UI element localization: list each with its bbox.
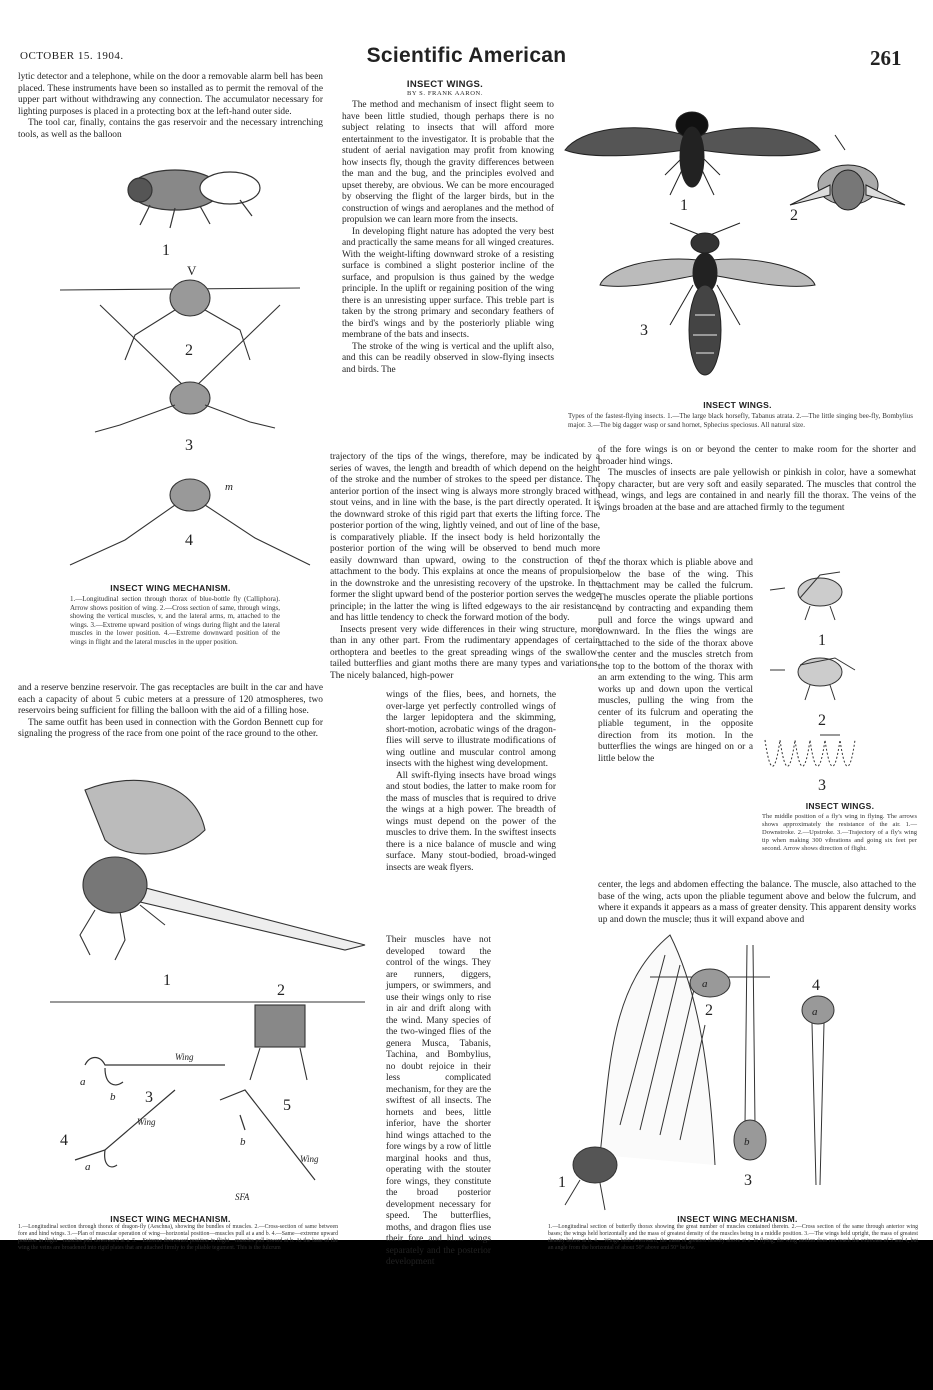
fig-label: b [110,1091,116,1103]
paragraph: The method and mechanism of insect flight seem to have been little studied, though perhaps there is no subject relating to insects that will afford more entertainment to the investigator. It is probable that the student of aerial navigation may profit from knowing how insects fly, though the gravity differences between the man and the bug, and the principles evolved and upset thereby, are obvious. We can be more encouraged by observing the flight of the larger birds, but in the construction of wings and aeroplanes and the method of propulsion we can learn more from the insects. [342,100,554,225]
issue-date: OCTOBER 15. 1904. [20,50,124,62]
paragraph: lytic detector and a telephone, while on the door a removable alarm bell has been placed. These instruments have been so installed as to permit the removal of the upper part without withdrawing any connection. The accumulator necessary for lighting purposes is placed in a protecting box at the left-hand outer side. [18,72,323,117]
fig-label: 3 [185,437,193,454]
fig-label: b [240,1136,246,1148]
figure-caption: The middle position of a fly's wing in flying. The arrows shows approximately the resistance of the air. 1.—Downstroke. 2.—Upstroke. 3.—Trajectory of a fly's wing tip when making 300 vibrations and going six feet per second. Arrow shows direction of flight. [762,813,917,852]
fig-label: 3 [640,322,648,339]
horsefly [565,112,820,195]
paragraph: The muscles of insects are pale yellowish or pinkish in color, have a somewhat ropy character, but are very soft and easily separated. The muscles that control the head, wings, and legs are contained in and nearly fill the thorax. The veins of the wings broaden at the base and are attached firmly to the tegument [598,468,916,513]
column-3-top [598,445,916,514]
figure-caption: Types of the fastest-flying insects. 1.—The large black horsefly, Tabanus atrata. 2.—The little singing bee-fly, Bombylius major. 3.—The big dagger wasp or sand hornet, Sphecius speciosus. All natural size. [568,412,913,429]
paragraph: wings of the flies, bees, and hornets, the over-large yet perfectly controlled wings of the larger lepidoptera and the skimming, short-motion, acrobatic wings of the dragon-flies will serve to illustrate modifications of wing outline and muscular control among insects with the highest wing development. [386,690,556,769]
fly-mechanism-figure [40,160,320,580]
column-1-bottom [18,683,323,741]
figure-title: INSECT WING MECHANISM. [110,1214,231,1224]
paragraph: In developing flight nature has adopted the very best and practically the same means for all winged creatures. With the weight-lifting downward stroke of a resisting surface is combined a slight posterior incline of the surface, and propulsion is thus gained by the wedge principle. In the uplift or regaining position of the wing there is an unresisting upper surface. This treble part is taken by the strong primary and secondary feathers of the bird's wings and by the posteriorly pliable wing membrane of the bats and insects. [342,226,554,340]
fig-label: 2 [185,342,193,359]
masthead: Scientific American [366,44,567,67]
fig-label: a [812,1006,818,1018]
fig-label: Wing [137,1117,156,1127]
column-2-flow [386,935,491,1269]
figure-title: INSECT WING MECHANISM. [677,1214,798,1224]
paragraph: Their muscles have not developed toward the control of the wings. They are runners, diggers, jumpers, or swimmers, and use their wings only to rise in air and drift along with the wind. Many species of the two-winged flies of the genera Musca, Tabanis, Tachina, and Bombylius, no doubt rejoice in their less complicated mechanism, for they are the swiftest of all insects. The hornets and bees, little inferior, have the shorter hind wings attached to the fore wings by a row of little marginal hooks and thus, operating with the stouter fore wings, they constitute the broad posterior development necessary for speed. The butterflies, moths, and dragon flies use their fore and hind wings separately and the posterior development [386,935,491,1267]
paragraph: trajectory of the tips of the wings, therefore, may be indicated by a series of waves, the length and breadth of which depend on the height of the stroke and the number of strokes to the speed per distance. The anterior portion of the insect wing is always more strongly braced with stout veins, and in line with the base, is the part directly operated. It is the downward stroke of this rigid part that exerts the lifting force. The posterior portion of the wing, lightly veined, and out of line of the base, is comparatively pliable. If the insect body is held horizontally the posterior portion of the wing will be observed to bend much more easily downward than upward, owing to the construction of the attachment to the body. This explains at once the means of propulsion in the downstroke and the unresisting recovery of the upstroke. In the former the slight upward bend of the posterior portion serves the wedge principle; in the latter the wing is lifted edgeways to the air resistance and has little tendency to check the forward motion of the body. [330,452,600,623]
page-number: 261 [870,46,902,70]
fig-label: SFA [235,1192,250,1202]
column-2-top [342,100,554,376]
upstroke [770,658,855,700]
fig-label: 2 [790,207,798,224]
fig-label: V [187,263,197,278]
fig-label: a [85,1161,91,1173]
dragonfly-section-5 [220,1090,315,1180]
fig-label: 3 [145,1089,153,1106]
fig-label: a [80,1076,86,1088]
butterfly-mechanism-figure [550,925,920,1210]
fig-label: a [702,978,708,990]
fig-label: b [744,1136,750,1148]
fig-label: 2 [818,712,826,729]
fast-insects-figure [560,95,920,395]
paragraph: The tool car, finally, contains the gas reservoir and the necessary intrenching tools, as well as the balloon [18,118,323,140]
article-title: INSECT WINGS. [406,79,484,90]
paragraph: of the fore wings is on or beyond the center to make room for the shorter and broader hind wings. [598,445,916,467]
paragraph: All swift-flying insects have broad wings and stout bodies, the latter to make room for the mass of muscles that is required to drive the wings at a high power. The breadth of wings must depend on the power of the muscles to drive them. In the swiftest insects there is a nice balance of muscle and wing surface. Many stout-bodied, broad-winged insects are weak flyers. [386,770,556,873]
fly-section-1 [128,170,260,228]
fig-label: m [225,481,233,493]
figure-caption: 1.—Longitudinal section through thorax of blue-bottle fly (Calliphora). Arrow shows position of wing. 2.—Cross section of same, through wings, showing the vertical muscles, v, and the lateral arms, m, attached to the wings. 3.—Extreme upward position of wings during flight and the lateral muscles in the lower position. 4.—Extreme downward position of the wings in flight and the lateral muscles in the upper position. [70,595,280,646]
dragonfly-section-2 [50,1002,365,1080]
column-2-wide [330,452,600,682]
column-3-bottom [598,880,916,926]
fig-label: 1 [818,632,826,649]
column-1-top [18,72,323,141]
paragraph: Insects present very wide differences in their wing structure, more than in any other part. From the rudimentary appendages of certain orthoptera and beetles to the great spreading wings of the swallow-tailed butterflies and giant moths there are many types and variations. The nicely balanced, high-power [330,624,600,681]
fig-label: Wing [175,1052,194,1062]
fig-label: 4 [185,532,193,549]
dragonfly-mechanism-figure [45,770,375,1210]
fig-label: 4 [812,977,820,994]
figure-caption: 1.—Longitudinal section through thorax of dragon-fly (Aeschna), showing the bundles of muscles. 2.—Cross-section of same between fore and hind wings. 3.—Plan of muscular operation of wing—horizontal position—muscles pull at a and b. 4.—Same—extreme upward position in flight—muscles pull downward at a. 5.—Extreme downward position in flight—muscles pull inward at b. At the base of the wing the veins are broadened into rigid plates that are attached firmly to the pliable tegument. This is the fulcrum [18,1224,338,1251]
fig-label: 4 [60,1132,68,1149]
fig-label: 1 [558,1174,566,1191]
wing-position-figure [760,560,920,794]
fly-section-3 [95,305,280,432]
fig-label: 2 [277,982,285,999]
fig-label: 3 [744,1172,752,1189]
paragraph: of the thorax which is pliable above and below the base of the wing. This attachment may be called the fulcrum. The muscles operate the pliable portions and by contracting and expanding them pull and force the wings upward and downward. In the flies the wings are attached to the side of the thorax above the center and the muscles stretch from the top to the bottom of the thorax with an arm extending to the wing. This arm works up and down upon the vertical muscles, pulling the wing from the center of its fulcrum and operating the pliable tegument, in the opposite direction from its motion. In the butterflies the wings are hinged on or a little below the [598,558,753,764]
column-3-narrow [598,558,753,765]
fig-label: 1 [163,972,171,989]
dragonfly-section-4 [75,1090,175,1167]
fly-section-4 [70,479,310,565]
figure-title: INSECT WINGS. [805,801,875,811]
column-2-narrow [386,690,556,874]
paragraph: The stroke of the wing is vertical and the uplift also, and this can be readily observed in slow-flying insects and birds. The [342,341,554,375]
dagger-wasp [600,223,815,375]
wing-trajectory [765,740,855,766]
figure-title: INSECT WINGS. [703,400,772,410]
fig-label: 3 [818,777,826,794]
butterfly-section-4 [802,996,834,1185]
figure-title: INSECT WING MECHANISM. [110,583,231,593]
dragonfly-section-3 [85,1058,225,1085]
paragraph: center, the legs and abdomen effecting the balance. The muscle, also attached to the base of the wing, acts upon the pliable tegument above and below the fulcrum, and where it expands it appears as a mass of greater density. This apparent density works up and down the muscle; thus it will expand above and [598,880,916,925]
fig-label: 2 [705,1002,713,1019]
figure-caption: 1.—Longitudinal section of butterfly thorax showing the great number of muscles contained therein. 2.—Cross section of the same through anterior wing bases; the wings held horizontally and the mass of greatest density of the muscles being in a middle position. 3.—The wings held upright, the mass of greatest density below at b. 4.—Wings held downward, the mass of greatest density above at a. In flying, the wing motion does not reach the extremes of 3 and 4, but an angle from the horizontal of about 50° above and 50° below. [548,1224,918,1251]
paragraph: and a reserve benzine reservoir. The gas receptacles are built in the car and have each a capacity of about 5 cubic meters at a pressure of 120 atmospheres, two reservoirs being sufficient for filling the balloon with the aid of a filling hose. [18,683,323,716]
paragraph: The same outfit has been used in connection with the Gordon Bennett cup for signaling the progress of the race from one point of the race ground to the other. [18,717,323,739]
dragonfly-section-1 [80,780,365,960]
downstroke [770,572,842,620]
article-byline: BY S. FRANK AARON. [406,90,484,97]
fig-label: 1 [162,242,170,259]
fig-label: 1 [680,197,688,214]
fig-label: Wing [300,1154,319,1164]
fig-label: 5 [283,1097,291,1114]
